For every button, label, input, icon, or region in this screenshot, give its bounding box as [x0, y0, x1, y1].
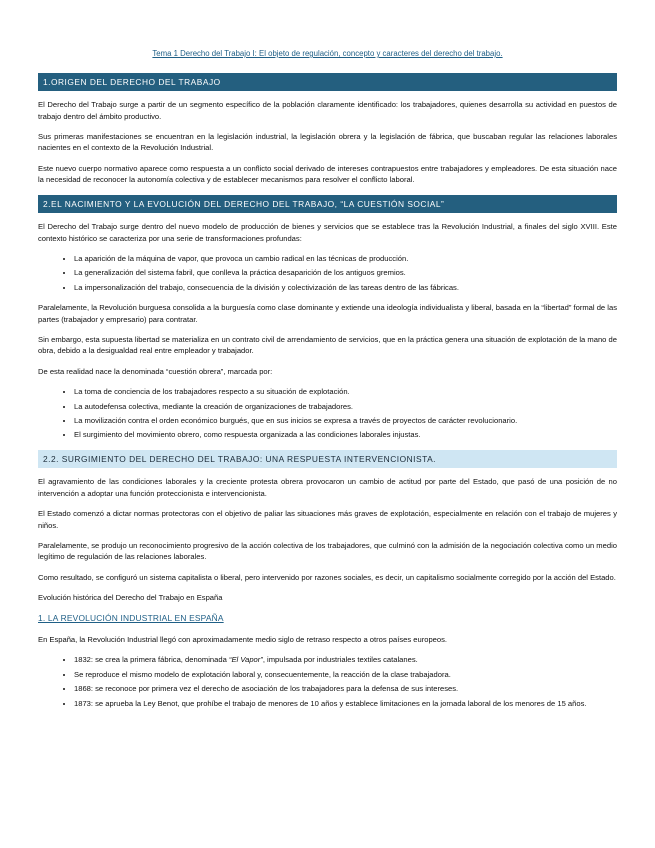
section-2-2-paragraph-1: El agravamiento de las condiciones laborales y la creciente protesta obrera provocaron un cambio de actitud por parte del Estado, que pasó de una posición de no intervención a adoptar una función proteccionista e intervencionista. [38, 477, 617, 498]
revolution-spain-heading: 1. LA REVOLUCIÓN INDUSTRIAL EN ESPAÑA [38, 613, 224, 624]
section-2-2-paragraph-2: El Estado comenzó a dictar normas protectoras con el objetivo de paliar las situaciones más graves de explotación, especialmente en relación con el trabajo de mujeres y niños. [38, 509, 617, 530]
list-item: • La generalización del sistema fabril, que conlleva la práctica desaparición de los antiguos gremios. [74, 267, 617, 278]
evolution-paragraph-1: En España, la Revolución Industrial llegó con aproximadamente medio siglo de retraso respecto a otros países europeos. [38, 635, 448, 645]
section-2-2-paragraph-4: Como resultado, se configuró un sistema capitalista o liberal, pero intervenido por razones sociales, es decir, un capitalismo socialmente corregido por la acción del Estado. [38, 572, 616, 582]
spain-timeline-list [38, 654, 617, 709]
document-title: Tema 1 Derecho del Trabajo I: El objeto de regulación, concepto y caracteres del derecho del trabajo. [152, 49, 503, 58]
section-2-paragraph-3: Sin embargo, esta supuesta libertad se materializa en un contrato civil de arrendamiento de servicios, que en la práctica genera una situación de explotación de la mano de obra, debido a la desigualdad real entre empleador y trabajador. [38, 334, 617, 356]
section-1-paragraph-2: Sus primeras manifestaciones se encuentran en la legislación industrial, la legislación obrera y la legislación de fábrica, que buscaban regular las relaciones laborales nacientes en el contexto de la Revolución Industrial. [38, 132, 617, 153]
list-item: • El surgimiento del movimiento obrero, como respuesta organizada a las condiciones laborales injustas. [74, 429, 617, 440]
list-item: • La toma de conciencia de los trabajadores respecto a su situación de explotación. [74, 386, 617, 397]
list-item: • La aparición de la máquina de vapor, que provoca un cambio radical en las técnicas de producción. [74, 253, 617, 264]
section-2-2-heading: 2.2. SURGIMIENTO DEL DERECHO DEL TRABAJO: UNA RESPUESTA INTERVENCIONISTA. [38, 450, 617, 469]
list-item: • Se reproduce el mismo modelo de explotación laboral y, consecuentemente, la reacción de la clase trabajadora. [74, 669, 617, 680]
el-vapor-name: “El Vapor” [228, 655, 263, 665]
list-item: • 1868: se reconoce por primera vez el derecho de asociación de los trabajadores para la defensa de sus intereses. [74, 683, 617, 694]
section-2-paragraph-4: De esta realidad nace la denominada “cuestión obrera”, marcada por: [38, 366, 273, 376]
list-item: • La autodefensa colectiva, mediante la creación de organizaciones de trabajadores. [74, 401, 617, 412]
list-item: • 1873: se aprueba la Ley Benot, que prohíbe el trabajo de menores de 10 años y establece limitaciones en la jornada laboral de los menores de 15 años. [74, 698, 617, 709]
section-2-2-paragraph-3: Paralelamente, se produjo un reconocimiento progresivo de la acción colectiva de los trabajadores, que culminó con la admisión de la negociación colectiva como un medio legítimo de regulación de las relaciones laborales. [38, 540, 617, 562]
item-text-pre: 1832: se crea la primera fábrica, denominada [74, 655, 229, 665]
cuestion-obrera-list [38, 386, 617, 441]
item-text-post: , impulsada por industriales textiles catalanes. [262, 655, 418, 665]
list-item: • La movilización contra el orden económico burgués, que en sus inicios se expresa a través de proyectos de carácter revolucionario. [74, 415, 617, 426]
section-1-heading: 1.ORIGEN DEL DERECHO DEL TRABAJO [38, 73, 617, 92]
section-2-paragraph-1: El Derecho del Trabajo surge dentro del nuevo modelo de producción de bienes y servicios que se establece tras la Revolución Industrial, a finales del siglo XVIII. Este contexto histórico se caracteriza por una serie de transformaciones profundas: [38, 222, 617, 243]
evolution-title: Evolución histórica del Derecho del Trabajo en España [38, 593, 223, 603]
transformations-list [38, 253, 617, 293]
section-2-paragraph-2: Paralelamente, la Revolución burguesa consolida a la burguesía como clase dominante y extiende una ideología individualista y liberal, basada en la “libertad” formal de las partes (trabajador y empresario) para contratar. [38, 303, 617, 324]
list-item [74, 654, 617, 665]
section-1-paragraph-3: Este nuevo cuerpo normativo aparece como respuesta a un conflicto social derivado de intereses contrapuestos entre trabajadores y empleadores. De esta situación nace la necesidad de reconocer la autonomía colectiva y de establecer mecanismos para resolver el conflicto laboral. [38, 163, 617, 185]
section-1-paragraph-1: El Derecho del Trabajo surge a partir de un segmento específico de la población claramente identificado: los trabajadores, quienes desarrolla su actividad en puestos de trabajo dentro del ámbito productivo. [38, 100, 617, 121]
list-item: • La impersonalización del trabajo, consecuencia de la división y colectivización de las tareas dentro de las fábricas. [74, 282, 617, 293]
section-2-heading: 2.EL NACIMIENTO Y LA EVOLUCIÓN DEL DERECHO DEL TRABAJO, “LA CUESTIÓN SOCIAL” [38, 195, 617, 214]
